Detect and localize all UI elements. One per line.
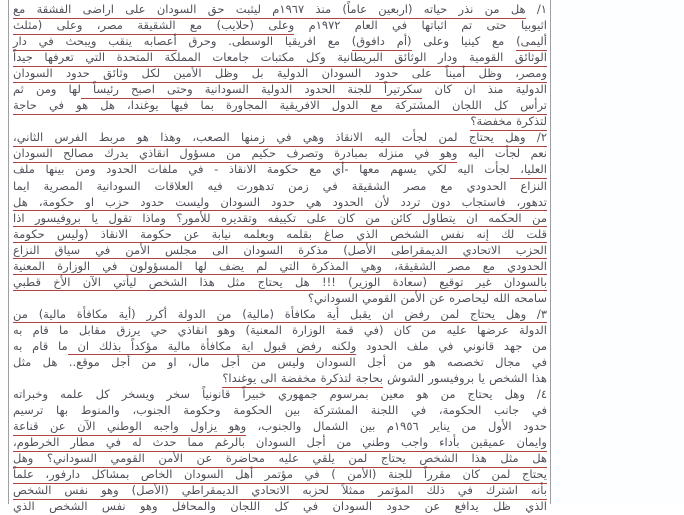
text-segment: مع كينيا وعلى	[411, 34, 517, 49]
red-underlined-text: الوثائق القومية ودار الوثائق البريطانية وكل مكتبات جامعات المملكة المتحدة التي تعرفها جيداً	[13, 50, 547, 67]
red-underlined-text: الحدودي مع مصر الشقيقة، وهي المذكرة التي لم يضف لها المسؤولون في الوزارة المعنية	[13, 259, 547, 276]
red-underlined-text: هل من نذر حياته (اربعين عاماً) منذ ١٩٦٧م ليثبت حق السودان على اراضى الفشقة مع	[13, 2, 526, 19]
red-underlined-text: من الحكمه ان يتطاول كائن من كان على تكييفه وتقديره للأمور؟ وماذا تقول يا بروفيسور اذا	[13, 211, 547, 228]
column-border-left-edge	[550, 0, 551, 504]
text-line-23	[13, 354, 547, 370]
red-underlined-text: لتذكرة مخفضة؟	[470, 114, 547, 131]
text-segment: الدولة عرضها عليه من كان (في قمة الوزارة المعنية) وهو انقاذي حي يرزق مقابل ما قام به	[13, 322, 547, 337]
text-line-26	[13, 402, 547, 418]
text-line-5	[13, 65, 547, 81]
red-underlined-text: أليمى)	[516, 34, 547, 51]
text-line-6	[13, 81, 547, 97]
text-line-4	[13, 49, 547, 65]
article-text-column	[13, 0, 548, 514]
text-line-10	[13, 145, 547, 161]
red-underlined-text: الحزب الاتحادي الديمقراطى الأصل) مذكرة السودان الى مجلس الأمن في سياق النزاع	[13, 243, 547, 260]
red-underlined-text: بحاجة لتذكرة مخفضة الى يوغندا؟	[222, 371, 383, 388]
text-line-24	[13, 370, 547, 386]
text-line-31	[13, 482, 547, 498]
red-underlined-text: سكرتيراً للجنة الحدود الدولية السودانية وحتى اصبح رئيساً	[81, 82, 423, 99]
red-underlined-text: يحتاج لمن كان مقرراً للجنة (الأمن ) في مؤتمر أهل السودان الخاص بمشاكل دارفور، علماً	[13, 467, 547, 484]
text-line-11	[13, 161, 547, 177]
text-line-15	[13, 226, 547, 242]
text-segment: النزاع الحدودي مع مصر الشقيقة في زمن تدهورت فيه العلاقات السودانية المصرية ايما	[13, 178, 547, 193]
text-line-1	[13, 1, 547, 17]
text-segment: في مجال تخصصه هو من أجل السودان وليس من أجل مال، او من أجل موقع.. هل مثل	[13, 355, 547, 370]
text-segment: الذي ظل يدافع عن حدود السودان في كل اللجان والمحافل وهو نفس الشخص الذي	[13, 499, 547, 514]
text-line-14	[13, 210, 547, 226]
red-underlined-text: العليا،	[510, 162, 547, 179]
page-left-margin	[0, 0, 8, 504]
text-line-9	[13, 129, 547, 145]
text-segment: من جهد قانوني في ملف الحدود	[356, 338, 547, 353]
text-segment: الدولية منذ ان كان	[422, 82, 547, 97]
red-underlined-text: ولكنه رفض قبول اية مكافأة مالية مؤكداً بذلك ان	[68, 339, 357, 356]
text-segment: ٤/ وهل يحتاج من هو معين بمرسوم جمهوري خبيراً قانونياً سخر ويسخر كل علمه وخبراته	[13, 387, 547, 402]
text-line-16	[13, 242, 547, 258]
text-line-22	[13, 338, 547, 354]
text-line-30	[13, 466, 547, 482]
text-line-12	[13, 178, 547, 194]
red-underlined-text: ترأس كل اللجان المشتركة مع الدول الافريقية المجاورة بما فيها يوغندا، هل هو في حاجة	[13, 98, 547, 115]
red-underlined-text: هل مثل هذا الشخص يحتاج لمن يلقي عليه محاضرة عن الأمن القومي السوداني؟ وهل	[13, 451, 547, 468]
text-line-2	[13, 17, 547, 33]
red-underlined-text: ٢/ وهل يحتاج لمن لجأت اليه الانقاذ وهي في زمنها الصعب، وهذا هو مربط الفرس الثاني،	[13, 130, 547, 147]
text-line-13	[13, 194, 547, 210]
red-underlined-text: وايمان عميقين بأداء واجب وطني من أجل السودان بالرغم مما حدث له في مطار الخرطوم،	[13, 435, 547, 452]
red-underlined-text: ٣/ وهل يحتاج لمن رفض ان يقبل أية مكافأة (مالية) من الدولة أكرر (أية مكافأة مالية) من	[13, 307, 547, 324]
red-underlined-text: بأنه اشترك في ذلك المؤتمر ممثلاً لحزبه الاتحادي الديمقراطي (الأصل) وهو نفس الشخص	[13, 483, 547, 500]
red-underlined-text: وهو يزاول واجبه الوطني الآن عن قناعة	[13, 419, 246, 436]
red-underlined-text: قلت لك إنه نفس الشخص الذي صاغ بقلمه وبعلمه نيابة عن حكومة الانقاذ (وليس حكومة	[13, 227, 547, 244]
text-line-21	[13, 322, 547, 338]
column-border-right-edge	[8, 0, 9, 504]
text-line-32-partial	[13, 498, 547, 514]
red-underlined-text: وعلى (حلايب) مع الشقيقة مصر، وعلى (مثلث	[13, 18, 294, 35]
text-segment: سامحه الله ليحاصره عن الأمن القومي السوداني؟	[307, 290, 547, 305]
text-line-28	[13, 434, 547, 450]
text-line-27	[13, 418, 547, 434]
text-segment: لجأت اليه لكي يسهم معها -أي مع حكومة الانقاذ - في ملفات الحدود ومن بينها ملف	[13, 162, 510, 177]
text-line-29	[13, 450, 547, 466]
text-segment: نعم لجأت اليه	[457, 146, 547, 161]
text-segment: لها ومن ثم	[13, 82, 81, 97]
page-right-margin	[551, 0, 684, 504]
text-segment: ١/	[525, 2, 547, 16]
text-segment: هذا الشخص يا بروفيسور الشوش	[382, 371, 547, 386]
text-line-3	[13, 33, 547, 49]
text-line-25	[13, 386, 547, 402]
red-underlined-text: بالسودان غير توقيع (سعادة الوزير) !!! هل يحتاج مثل هذا الشخص ليأتي الآن الأخ قطبي	[13, 275, 547, 292]
red-underlined-text: وهو في منزله بمبادرة وتصرف حكيم من مسؤول انقاذي يدرك مصالح السودان	[13, 146, 457, 163]
red-underlined-text: أعصابه ينقب ويبحث في دار	[13, 34, 177, 51]
text-line-7	[13, 97, 547, 113]
text-segment: حدود الأول من يناير ١٩٥٦م بين الشمال والجنوب،	[246, 419, 547, 434]
red-underlined-text: (أم دافوق)	[352, 34, 412, 51]
text-line-19	[13, 290, 547, 306]
text-line-18	[13, 274, 547, 290]
text-line-20	[13, 306, 547, 322]
text-line-17	[13, 258, 547, 274]
text-segment: ما قام به	[13, 338, 68, 353]
red-underlined-text: ومصر، وظل أميناً على حدود السودان الدولية بل وظل الأمين لكل وثائق حدود السودان	[13, 66, 547, 83]
text-segment: اثيوبيا حتى تم اثباتها في العام ١٩٧٢م	[294, 18, 548, 33]
text-line-8	[13, 113, 547, 129]
text-segment: مع افريقيا الوسطى. وحرق	[176, 34, 352, 49]
text-segment: في جانب الحكومة، في اللجنة المشتركة بين الحكومة وحكومة الجنوب، والمنوط بها ترسيم	[13, 403, 547, 418]
red-underlined-text: تدهور، فاستجاب دون تردد لأن الحدود هي حدود السودان وليست حدود حزب او حكومة، هل	[13, 195, 547, 212]
